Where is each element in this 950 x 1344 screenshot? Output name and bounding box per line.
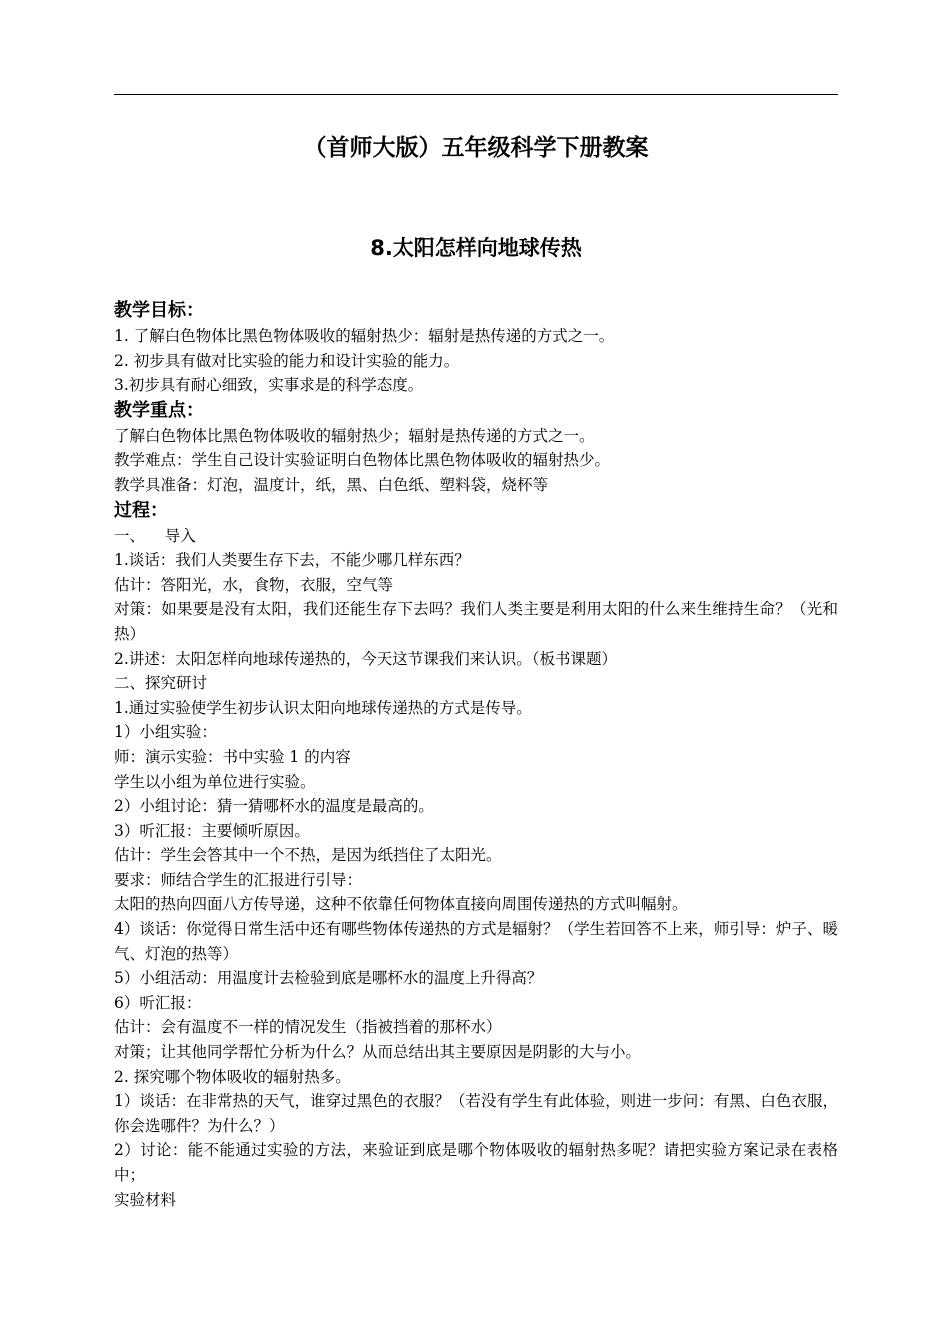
process-line: 二、探究研讨 [114,674,208,693]
process-line: 对策；让其他同学帮忙分析为什么？从而总结出其主要原因是阴影的大与小。 [114,1043,642,1062]
process-line: 1.通过实验使学生初步认识太阳向地球传递热的方式是传导。 [114,698,532,717]
process-line: 学生以小组为单位进行实验。 [114,772,316,791]
process-line: 1.谈话：我们人类要生存下去，不能少哪几样东西？ [114,551,470,570]
process-line: 2.讲述：太阳怎样向地球传递热的，今天这节课我们来认识。（板书课题） [114,649,618,668]
header-rule [114,94,838,95]
objective-item: 2. 初步具有做对比实验的能力和设计实验的能力。 [114,351,460,370]
process-line: 5）小组活动：用温度计去检验到底是哪杯水的温度上升得高？ [114,969,543,988]
difficulty-item: 教学难点：学生自己设计实验证明白色物体比黑色物体吸收的辐射热少。 [114,451,611,470]
lesson-body [114,298,838,1212]
process-line: 1）谈话：在非常热的天气，谁穿过黑色的衣服？（若没有学生有此体验，则进一步问：有黑、白色衣服，你会选哪件？为什么？） [114,1092,838,1135]
process-line: 要求：师结合学生的汇报进行引导： [114,870,363,889]
process-line: 实验材料 [114,1190,177,1209]
key-point-item: 了解白色物体比黑色物体吸收的辐射热少；辐射是热传递的方式之一。 [114,426,595,445]
process-line: 太阳的热向四面八方传导递，这种不依靠任何物体直接向周围传递热的方式叫幅射。 [114,895,688,914]
process-line: 估计：答阳光，水，食物，衣服，空气等 [114,575,394,594]
process-line: 1）小组实验： [114,723,217,742]
objective-item: 1. 了解白色物体比黑色物体吸收的辐射热少：辐射是热传递的方式之一。 [114,327,615,345]
lesson-title: 8.太阳怎样向地球传热 [370,236,582,260]
process-line: 2. 探究哪个物体吸收的辐射热多。 [114,1067,351,1086]
process-line: 估计：会有温度不一样的情况发生（指被挡着的那杯水） [114,1018,502,1037]
process-line: 6）听汇报： [114,993,202,1012]
process-line: 师：演示实验：书中实验 1 的内容 [114,747,351,766]
key-points-heading: 教学重点： [114,399,204,421]
process-heading: 过程： [114,499,168,521]
materials-item: 教学具准备：灯泡，温度计，纸，黑、白色纸、塑料袋，烧杯等 [114,475,549,494]
process-line: 估计：学生会答其中一个不热，是因为纸挡住了太阳光。 [114,846,502,865]
process-line: 2）讨论：能不能通过实验的方法，来验证到底是哪个物体吸收的辐射热多呢？请把实验方案记录在表格中； [114,1141,838,1184]
objective-item: 3.初步具有耐心细致，实事求是的科学态度。 [114,376,424,395]
process-line: 一、 导入 [114,526,196,545]
process-line: 对策：如果要是没有太阳，我们还能生存下去吗？我们人类主要是利用太阳的什么来生维持生命？（光和热） [114,600,838,643]
process-line: 4）谈话：你觉得日常生活中还有哪些物体传递热的方式是辐射？（学生若回答不上来，师引导：炉子、暖气、灯泡的热等） [114,920,838,963]
process-line: 3）听汇报：主要倾听原因。 [114,821,310,840]
process-line: 2）小组讨论：猜一猜哪杯水的温度是最高的。 [114,797,434,816]
objectives-heading: 教学目标： [114,300,204,321]
document-title: （首师大版）五年级科学下册教案 [303,135,649,161]
